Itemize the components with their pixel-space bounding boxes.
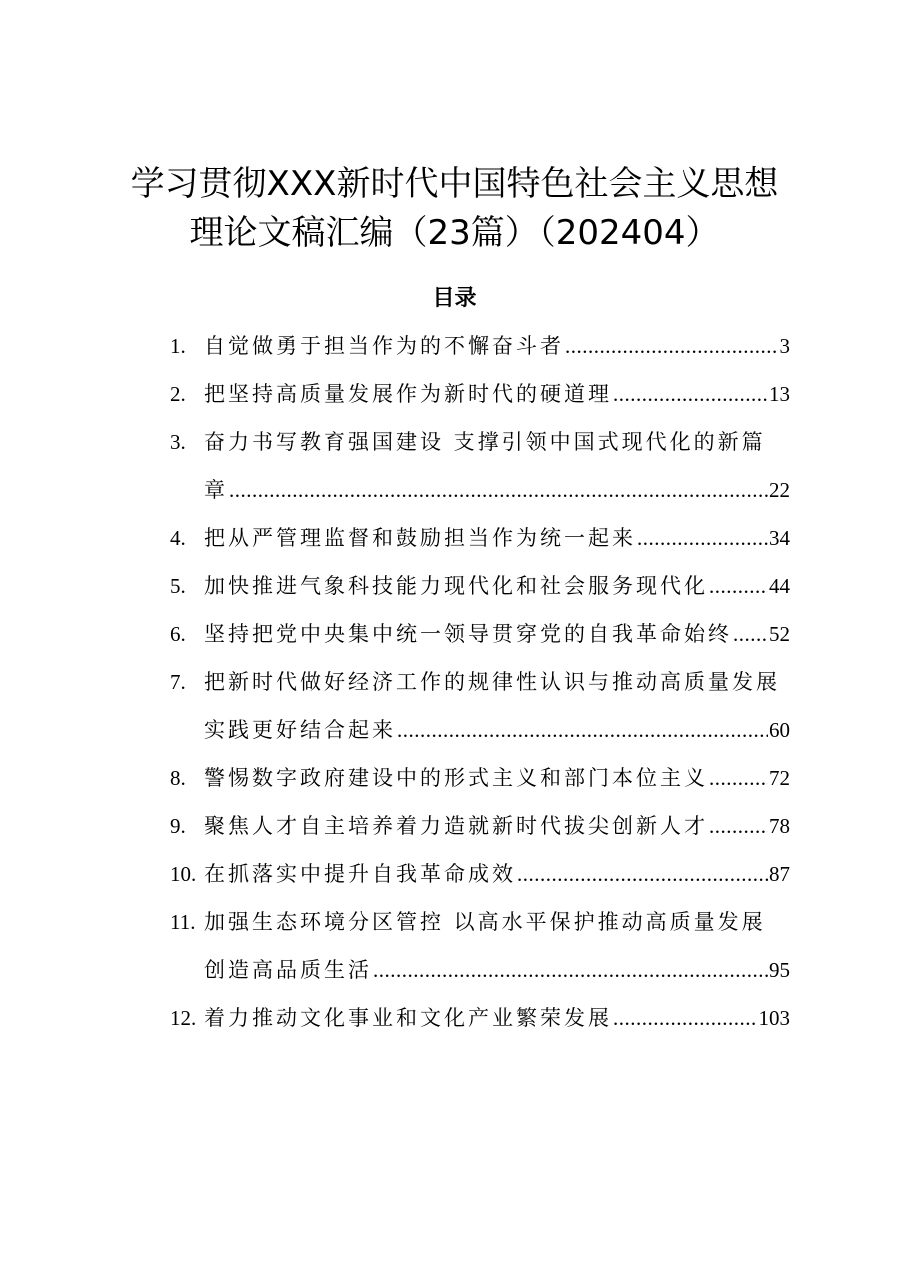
toc-entry-number: 3. — [170, 430, 186, 454]
toc-entry-line — [170, 670, 790, 718]
toc-page-number: 95 — [769, 958, 790, 982]
toc-dot-leader — [733, 622, 768, 646]
toc-entry-title: 警惕数字政府建设中的形式主义和部门本位主义 — [204, 766, 708, 790]
toc-entry-line — [170, 958, 790, 1006]
toc-dot-leader — [517, 862, 768, 886]
toc-entry-line — [170, 430, 790, 478]
toc-dot-leader — [709, 766, 768, 790]
toc-entry-title: 把坚持高质量发展作为新时代的硬道理 — [204, 382, 612, 406]
toc-entry[interactable] — [170, 430, 790, 526]
toc-entry[interactable] — [170, 1006, 790, 1054]
toc-entry[interactable] — [170, 910, 790, 1006]
toc-dot-leader — [637, 526, 768, 550]
table-of-contents — [170, 334, 790, 1054]
toc-entry-title: 奋力书写教育强国建设 支撑引领中国式现代化的新篇 — [204, 430, 766, 454]
toc-entry-number: 2. — [170, 382, 186, 406]
toc-entry[interactable] — [170, 334, 790, 382]
toc-entry-title: 在抓落实中提升自我革命成效 — [204, 862, 516, 886]
toc-dot-leader — [613, 382, 768, 406]
toc-page-number: 34 — [769, 526, 790, 550]
toc-page-number: 60 — [769, 718, 790, 742]
toc-dot-leader — [373, 958, 768, 982]
toc-page-number: 103 — [758, 1006, 790, 1030]
toc-dot-leader — [565, 334, 779, 358]
toc-entry-line — [170, 718, 790, 766]
toc-entry[interactable] — [170, 622, 790, 670]
toc-entry-title: 实践更好结合起来 — [204, 718, 396, 742]
toc-dot-leader — [397, 718, 768, 742]
toc-entry-line — [170, 478, 790, 526]
toc-dot-leader — [613, 1006, 758, 1030]
toc-entry-number: 10. — [170, 862, 197, 886]
toc-page-number: 72 — [769, 766, 790, 790]
toc-entry-number: 1. — [170, 334, 186, 358]
toc-page-number: 87 — [769, 862, 790, 886]
toc-entry-title: 加快推进气象科技能力现代化和社会服务现代化 — [204, 574, 708, 598]
toc-entry-title: 加强生态环境分区管控 以高水平保护推动高质量发展 — [204, 910, 766, 934]
toc-entry-title: 聚焦人才自主培养着力造就新时代拔尖创新人才 — [204, 814, 708, 838]
toc-entry[interactable] — [170, 382, 790, 430]
toc-entry-title: 坚持把党中央集中统一领导贯穿党的自我革命始终 — [204, 622, 732, 646]
toc-entry-title: 创造高品质生活 — [204, 958, 372, 982]
toc-entry-title: 章 — [204, 478, 228, 502]
toc-entry-number: 5. — [170, 574, 186, 598]
toc-entry-number: 12. — [170, 1006, 197, 1030]
toc-page-number: 52 — [769, 622, 790, 646]
toc-entry-number: 4. — [170, 526, 186, 550]
toc-page-number: 13 — [769, 382, 790, 406]
toc-entry-line — [170, 382, 790, 430]
toc-entry-line — [170, 910, 790, 958]
toc-page-number: 44 — [769, 574, 790, 598]
toc-entry-line — [170, 814, 790, 862]
toc-entry-number: 11. — [170, 910, 196, 934]
toc-entry[interactable] — [170, 766, 790, 814]
toc-entry[interactable] — [170, 574, 790, 622]
toc-page-number: 3 — [779, 334, 790, 358]
toc-entry-line — [170, 766, 790, 814]
toc-entry[interactable] — [170, 670, 790, 766]
toc-entry-title: 自觉做勇于担当作为的不懈奋斗者 — [204, 334, 564, 358]
toc-dot-leader — [709, 814, 768, 838]
document-title-line-1: 学习贯彻XXX新时代中国特色社会主义思想 — [130, 164, 779, 204]
toc-dot-leader — [229, 478, 768, 502]
toc-entry-title: 把新时代做好经济工作的规律性认识与推动高质量发展 — [204, 670, 780, 694]
toc-entry-line — [170, 334, 790, 382]
toc-entry-line — [170, 862, 790, 910]
toc-entry-line — [170, 622, 790, 670]
toc-page-number: 78 — [769, 814, 790, 838]
toc-entry-title: 着力推动文化事业和文化产业繁荣发展 — [204, 1006, 612, 1030]
toc-entry-number: 6. — [170, 622, 186, 646]
toc-entry-line — [170, 526, 790, 574]
toc-entry-number: 7. — [170, 670, 186, 694]
toc-entry-number: 8. — [170, 766, 186, 790]
toc-entry-line — [170, 1006, 790, 1054]
toc-entry[interactable] — [170, 814, 790, 862]
toc-entry[interactable] — [170, 526, 790, 574]
toc-heading: 目录 — [432, 285, 477, 311]
document-title-line-2: 理论文稿汇编（23篇）（202404） — [189, 213, 720, 253]
toc-dot-leader — [709, 574, 768, 598]
toc-entry-number: 9. — [170, 814, 186, 838]
toc-entry-line — [170, 574, 790, 622]
toc-entry[interactable] — [170, 862, 790, 910]
toc-entry-title: 把从严管理监督和鼓励担当作为统一起来 — [204, 526, 636, 550]
toc-page-number: 22 — [769, 478, 790, 502]
